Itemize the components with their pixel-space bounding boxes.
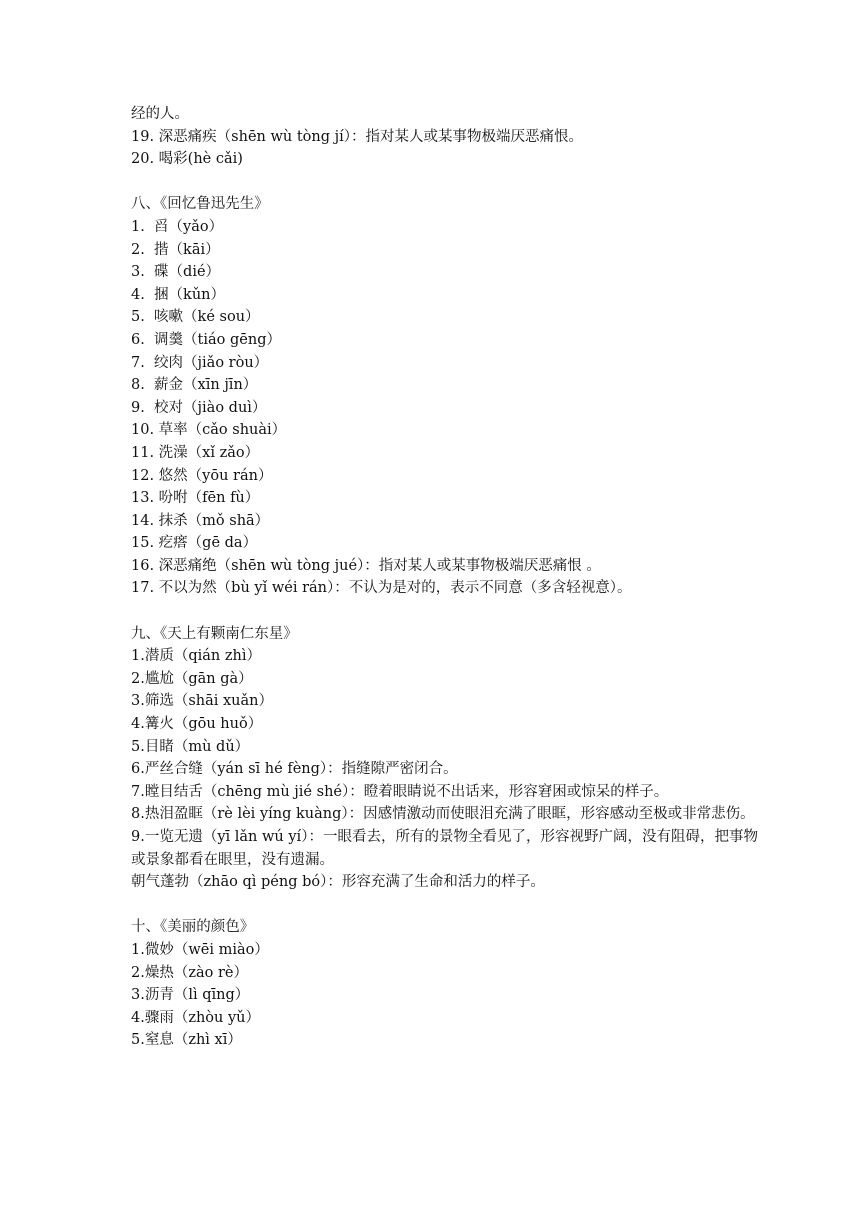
intro-line: 19. 深恶痛疾（shēn wù tòng jí）：指对某人或某事物极端厌恶痛恨。	[131, 128, 584, 145]
vocab-line: 7.瞠目结舌（chēng mù jié shé）：瞪着眼睛说不出话来，形容窘困或惊呆的样子。	[131, 783, 669, 800]
vocab-line: 3.筛选（shāi xuǎn）	[131, 693, 274, 710]
section-gap	[131, 600, 771, 623]
vocab-line: 11. 洗澡（xǐ zǎo）	[131, 444, 260, 461]
intro-line: 经的人。	[131, 106, 189, 122]
vocab-line: 6.严丝合缝（yán sī hé fèng）：指缝隙严密闭合。	[131, 761, 458, 778]
vocab-line: 1. 舀（yǎo）	[131, 218, 224, 235]
vocab-line: 14. 抹杀（mǒ shā）	[131, 512, 270, 529]
vocab-line: 朝气蓬勃（zhāo qì péng bó）：形容充满了生命和活力的样子。	[131, 874, 545, 891]
vocab-line: 13. 吩咐（fēn fù）	[131, 490, 260, 507]
vocab-line: 17. 不以为然（bù yǐ wéi rán）：不认为是对的，表示不同意（多含轻视意）。	[131, 580, 632, 597]
vocab-line: 3.沥青（lì qīng）	[131, 987, 250, 1004]
vocab-line: 2.燥热（zào rè）	[131, 964, 248, 981]
section-gap	[131, 171, 771, 194]
vocab-line: 4.篝火（gōu huǒ）	[131, 716, 263, 733]
vocab-line: 1.潜质（qián zhì）	[131, 648, 261, 665]
vocab-line: 8.热泪盈眶（rè lèi yíng kuàng）：因感情激动而使眼泪充满了眼眶，形容感动至极或非常悲伤。	[131, 806, 755, 823]
vocab-line: 4.骤雨（zhòu yǔ）	[131, 1009, 261, 1026]
vocab-line: 8. 薪金（xīn jīn）	[131, 377, 258, 394]
vocab-line: 2.尴尬（gān gà）	[131, 670, 253, 687]
vocab-line: 12. 悠然（yōu rán）	[131, 467, 273, 484]
vocab-line: 5.目睹（mù dǔ）	[131, 738, 250, 755]
vocab-line: 5. 咳嗽（ké sou）	[131, 309, 260, 326]
vocab-line: 9.一览无遗（yī lǎn wú yí）：一眼看去，所有的景物全看见了，形容视野广阔，没有阻碍，把事物或景象都看在眼里，没有遗漏。	[131, 829, 758, 868]
vocab-line: 1.微妙（wēi miào）	[131, 941, 269, 958]
vocab-line: 4. 捆（kǔn）	[131, 286, 226, 303]
section-title-8: 八、《回忆鲁迅先生》	[131, 196, 269, 213]
section-title-10: 十、《美丽的颜色》	[131, 919, 255, 936]
vocab-line: 2. 揩（kāi）	[131, 241, 220, 258]
vocab-line: 3. 碟（dié）	[131, 264, 221, 281]
vocab-line: 6. 调羹（tiáo gēng）	[131, 331, 281, 348]
intro-line: 20. 喝彩(hè cǎi)	[131, 151, 243, 168]
vocab-line: 15. 疙瘩（gē da）	[131, 535, 258, 552]
vocab-line: 7. 绞肉（jiǎo ròu）	[131, 354, 269, 371]
section-gap	[131, 894, 771, 917]
vocab-line: 10. 草率（cǎo shuài）	[131, 422, 287, 439]
section-title-9: 九、《天上有颗南仁东星》	[131, 625, 298, 642]
vocab-line: 9. 校对（jiào duì）	[131, 399, 267, 416]
document-page	[131, 103, 771, 1052]
vocab-line: 16. 深恶痛绝（shēn wù tòng jué）：指对某人或某事物极端厌恶痛恨 。	[131, 557, 601, 574]
vocab-line: 5.窒息（zhì xī）	[131, 1032, 242, 1049]
